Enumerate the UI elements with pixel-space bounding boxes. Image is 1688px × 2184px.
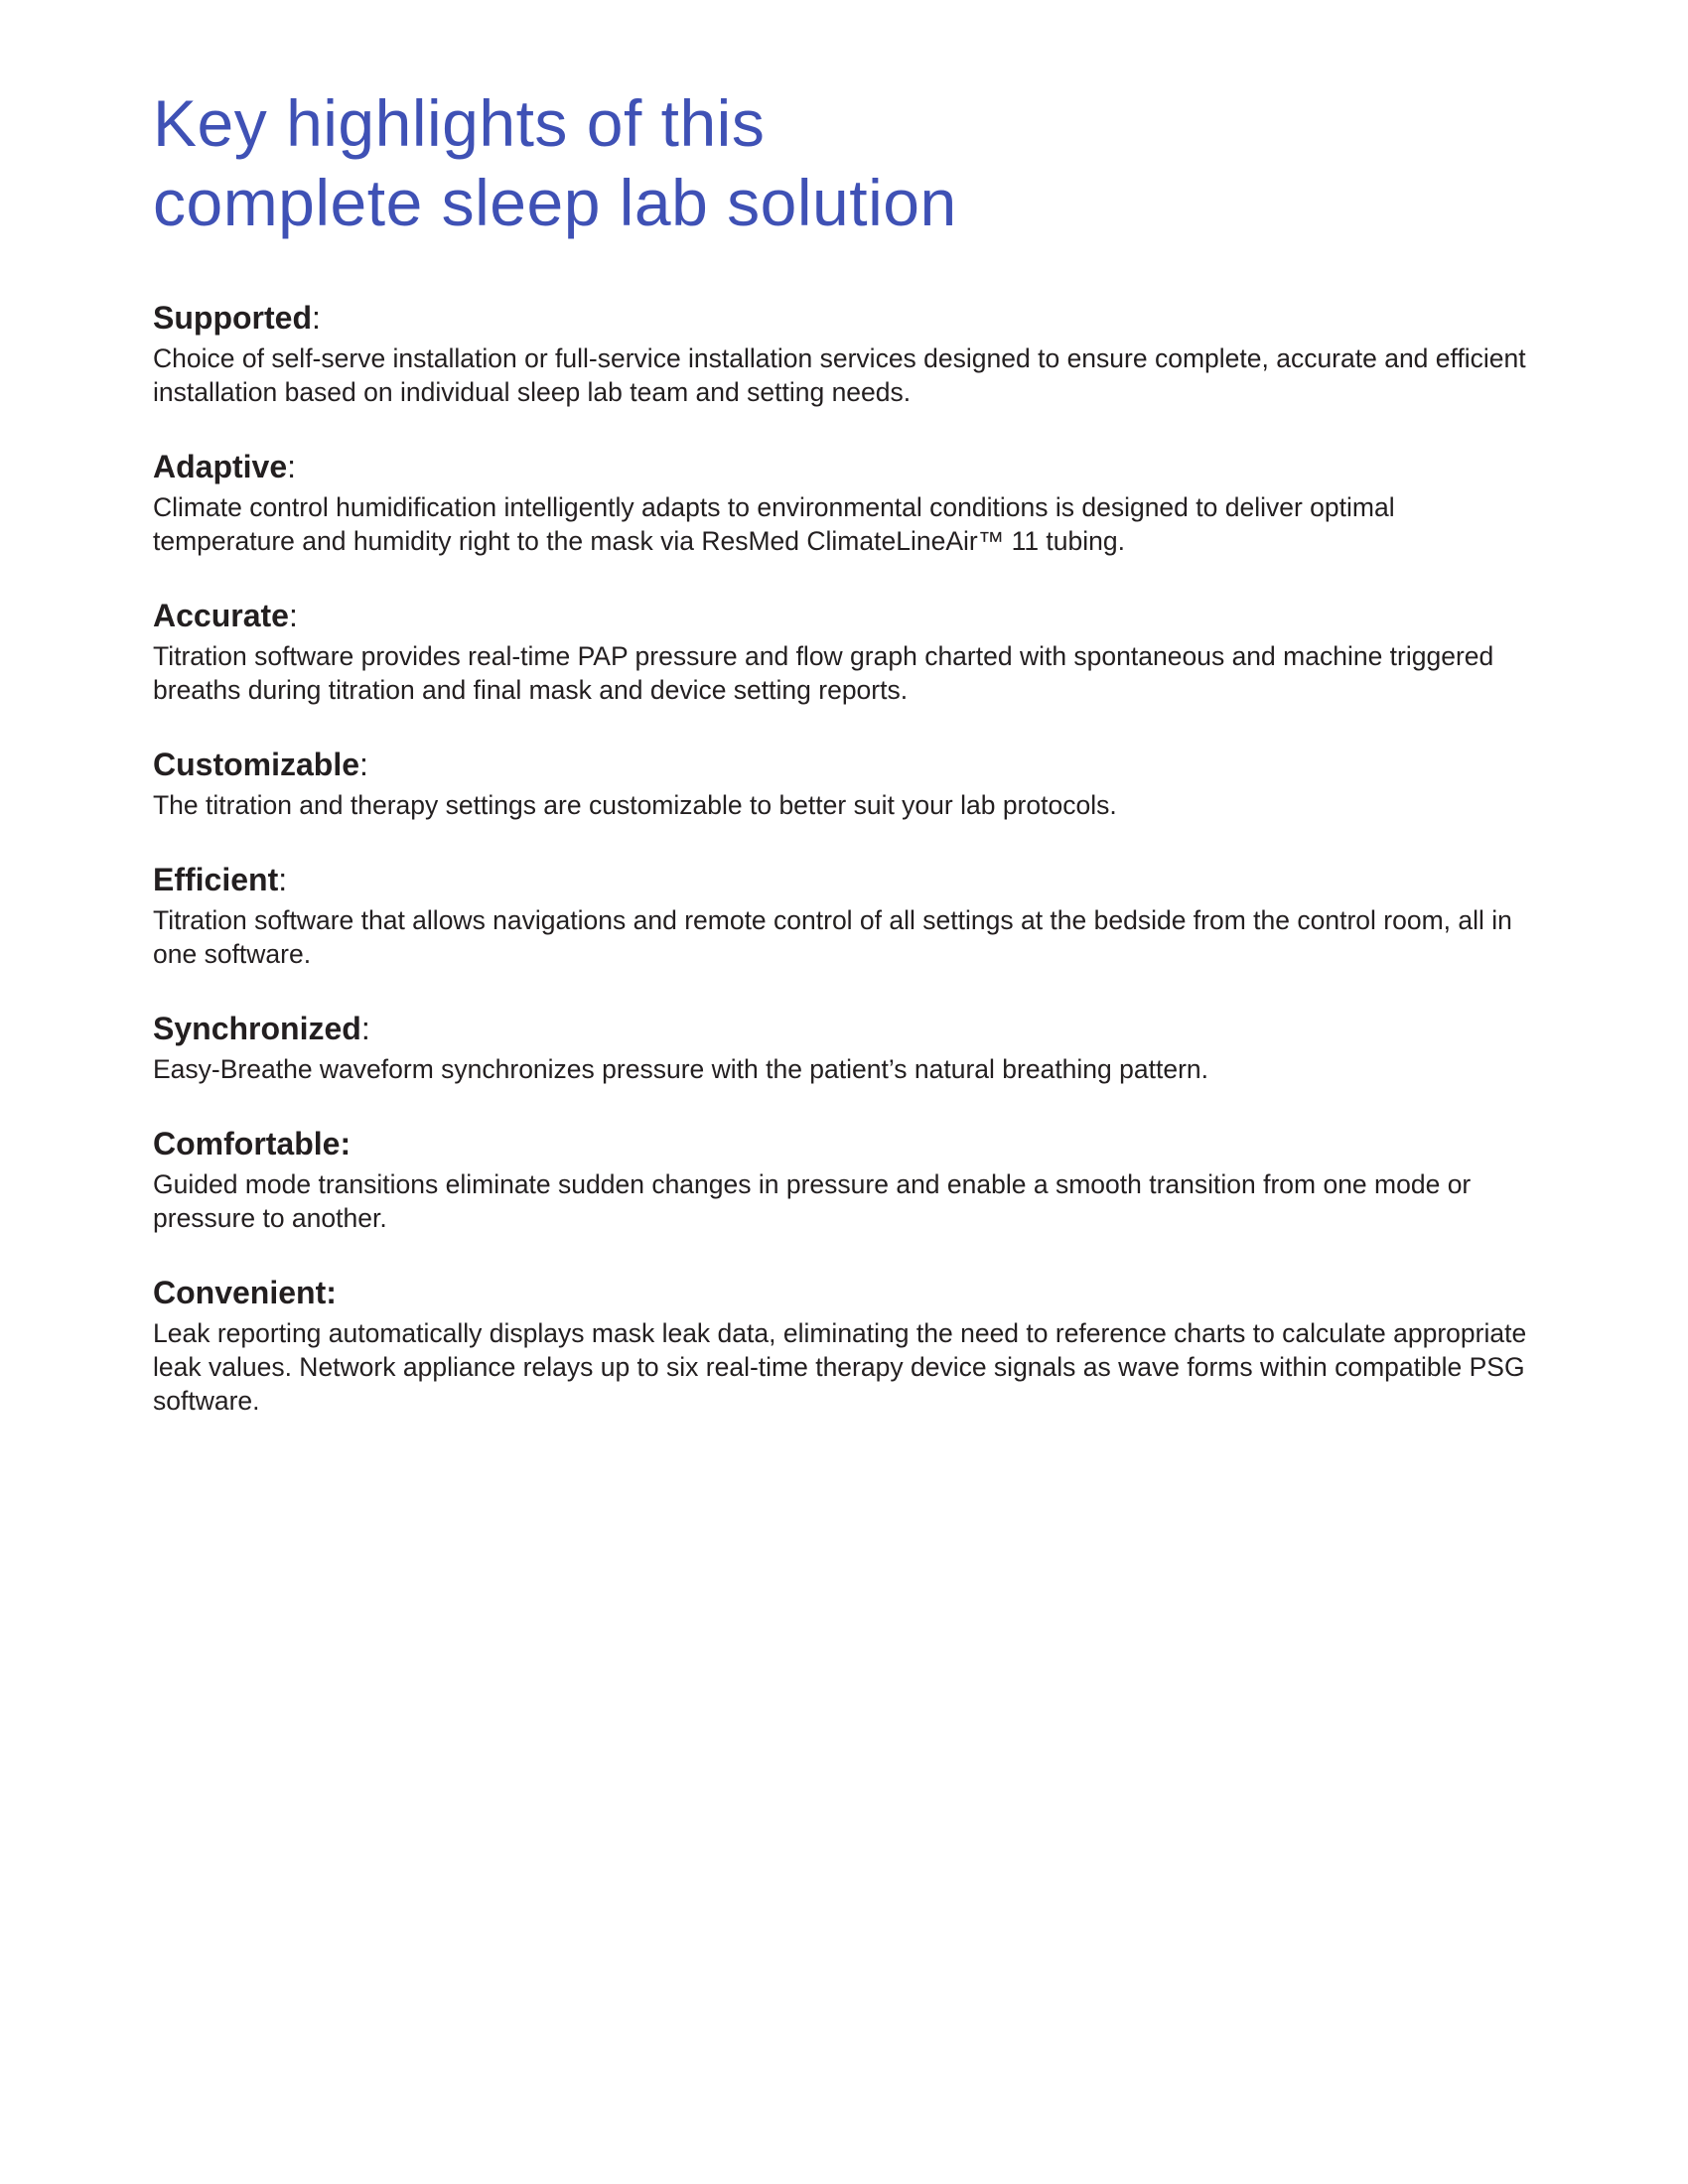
page-title-line-2: complete sleep lab solution bbox=[153, 166, 957, 239]
highlight-accurate bbox=[153, 596, 1543, 707]
highlight-heading bbox=[153, 1009, 1543, 1048]
page-title bbox=[153, 83, 1543, 242]
highlight-customizable bbox=[153, 745, 1543, 822]
highlight-efficient bbox=[153, 860, 1543, 971]
highlight-heading bbox=[153, 298, 1543, 338]
highlight-description: Titration software that allows navigations and remote control of all settings at the bedside from the control room, all in one software. bbox=[153, 905, 1512, 969]
highlight-heading bbox=[153, 1273, 1543, 1312]
highlight-description: Leak reporting automatically displays mask leak data, eliminating the need to reference charts to calculate appropriate leak values. Network appliance relays up to six real-time therapy device signals as wave forms within compatible PSG software. bbox=[153, 1318, 1527, 1416]
highlight-heading-colon: : bbox=[288, 598, 298, 633]
highlight-description: Easy-Breathe waveform synchronizes pressure with the patient’s natural breathing pattern. bbox=[153, 1054, 1209, 1084]
highlight-heading-colon: : bbox=[360, 1011, 370, 1046]
highlight-comfortable bbox=[153, 1124, 1543, 1235]
highlight-description: Climate control humidification intelligently adapts to environmental conditions is designed to deliver optimal temperature and humidity right to the mask via ResMed ClimateLineAir™ 11 tubing. bbox=[153, 492, 1395, 556]
document-page bbox=[153, 83, 1543, 1418]
highlight-heading-text: Supported bbox=[153, 300, 312, 336]
highlight-heading bbox=[153, 447, 1543, 486]
highlight-heading-colon: : bbox=[340, 1126, 352, 1161]
highlight-heading-text: Customizable bbox=[153, 747, 360, 782]
page-title-line-1: Key highlights of this bbox=[153, 86, 766, 160]
highlight-adaptive bbox=[153, 447, 1543, 558]
highlight-heading bbox=[153, 745, 1543, 784]
highlight-heading-text: Convenient bbox=[153, 1275, 327, 1310]
highlight-heading-colon: : bbox=[311, 300, 321, 336]
highlight-synchronized bbox=[153, 1009, 1543, 1086]
highlight-heading-text: Adaptive bbox=[153, 449, 288, 484]
highlights-list bbox=[153, 298, 1543, 1418]
highlight-heading bbox=[153, 1124, 1543, 1163]
highlight-heading-text: Synchronized bbox=[153, 1011, 361, 1046]
highlight-heading bbox=[153, 596, 1543, 635]
highlight-heading-colon: : bbox=[326, 1275, 337, 1310]
highlight-heading-text: Efficient bbox=[153, 862, 279, 897]
highlight-description: The titration and therapy settings are customizable to better suit your lab protocols. bbox=[153, 790, 1117, 820]
highlight-description: Titration software provides real-time PAP pressure and flow graph charted with spontaneous and machine triggered breaths during titration and final mask and device setting reports. bbox=[153, 641, 1494, 705]
highlight-heading-text: Comfortable bbox=[153, 1126, 341, 1161]
highlight-heading-colon: : bbox=[359, 747, 368, 782]
highlight-heading bbox=[153, 860, 1543, 899]
highlight-description: Guided mode transitions eliminate sudden changes in pressure and enable a smooth transition from one mode or pressure to another. bbox=[153, 1169, 1472, 1233]
highlight-description: Choice of self-serve installation or full-service installation services designed to ensure complete, accurate and efficient installation based on individual sleep lab team and setting needs. bbox=[153, 343, 1526, 407]
highlight-heading-colon: : bbox=[278, 862, 288, 897]
highlight-convenient bbox=[153, 1273, 1543, 1418]
highlight-heading-text: Accurate bbox=[153, 598, 289, 633]
highlight-supported bbox=[153, 298, 1543, 409]
highlight-heading-colon: : bbox=[287, 449, 297, 484]
